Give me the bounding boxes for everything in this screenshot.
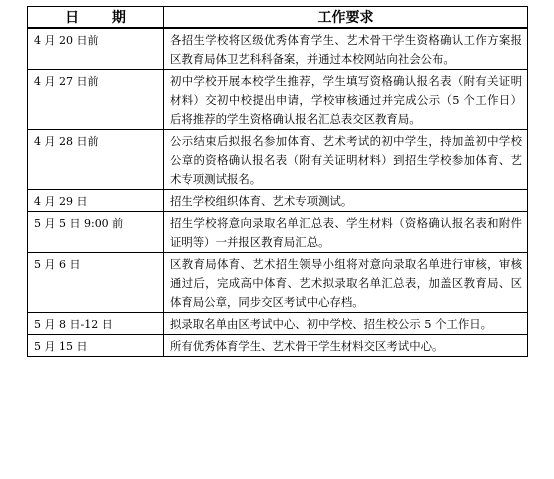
row-date: 5 月 15 日 (28, 335, 164, 357)
row-date: 4 月 27 日前 (28, 70, 164, 130)
row-date: 5 月 6 日 (28, 253, 164, 313)
schedule-table (27, 6, 528, 357)
table-row (28, 313, 528, 335)
table-row (28, 335, 528, 357)
row-requirement: 招生学校将意向录取名单汇总表、学生材料（资格确认报名表和附件证明等）一并报区教育局汇总。 (164, 212, 528, 253)
row-requirement: 公示结束后拟报名参加体育、艺术考试的初中学生，持加盖初中学校公章的资格确认报名表（附有关证明材料）到招生学校参加体育、艺术专项测试报名。 (164, 130, 528, 190)
header-requirement: 工作要求 (164, 7, 528, 29)
row-requirement: 初中学校开展本校学生推荐，学生填写资格确认报名表（附有关证明材料）交初中校提出申请，学校审核通过并完成公示（5 个工作日）后将推荐的学生资格确认报名汇总表交区教育局。 (164, 70, 528, 130)
header-date: 日 期 (28, 7, 164, 29)
row-requirement: 所有优秀体育学生、艺术骨干学生材料交区考试中心。 (164, 335, 528, 357)
row-date: 5 月 8 日-12 日 (28, 313, 164, 335)
row-requirement: 各招生学校将区级优秀体育学生、艺术骨干学生资格确认工作方案报区教育局体卫艺科科备案，并通过本校网站向社会公布。 (164, 28, 528, 70)
table-row (28, 130, 528, 190)
table-row (28, 28, 528, 70)
header-row (28, 7, 528, 29)
table-row (28, 70, 528, 130)
row-date: 4 月 29 日 (28, 190, 164, 212)
row-date: 4 月 20 日前 (28, 28, 164, 70)
row-date: 4 月 28 日前 (28, 130, 164, 190)
row-date: 5 月 5 日 9:00 前 (28, 212, 164, 253)
row-requirement: 区教育局体育、艺术招生领导小组将对意向录取名单进行审核，审核通过后，完成高中体育、艺术拟录取名单汇总表，加盖区教育局、区体育局公章，同步交区考试中心存档。 (164, 253, 528, 313)
table-row (28, 190, 528, 212)
row-requirement: 拟录取名单由区考试中心、初中学校、招生校公示 5 个工作日。 (164, 313, 528, 335)
table-row (28, 253, 528, 313)
row-requirement: 招生学校组织体育、艺术专项测试。 (164, 190, 528, 212)
table-row (28, 212, 528, 253)
